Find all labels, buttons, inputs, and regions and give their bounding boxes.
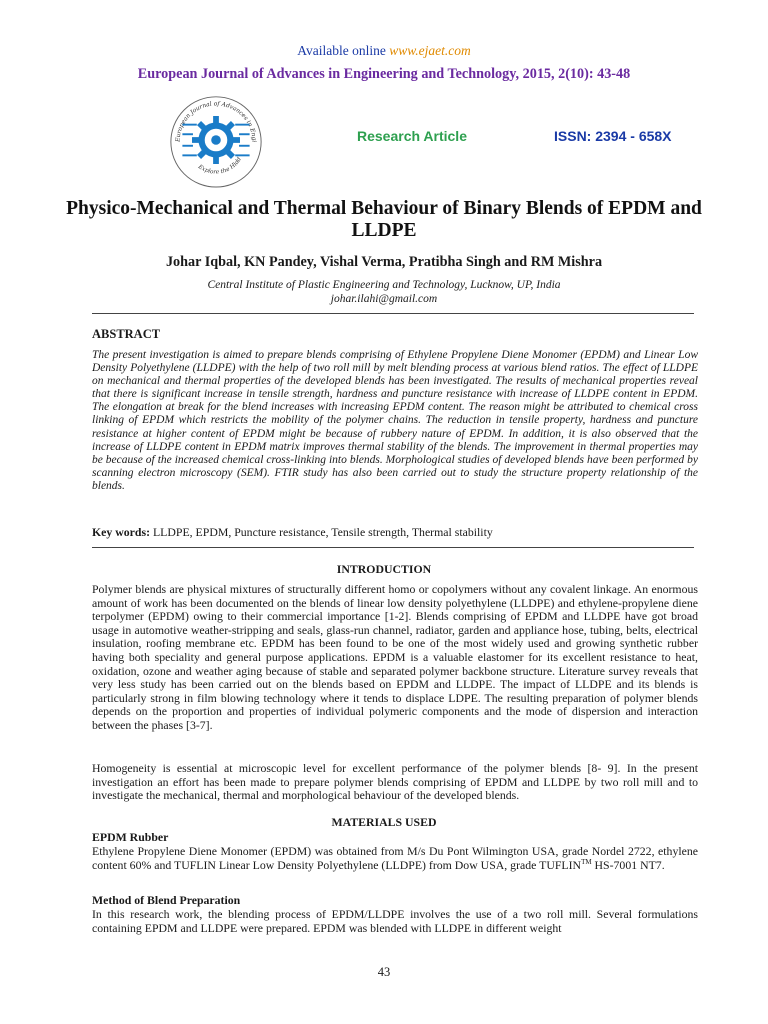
logo-arc-text: European Journal of Advances in Engi xyxy=(174,100,258,143)
introduction-paragraph-1: Polymer blends are physical mixtures of structurally different homo or copolymers without any covalent linkage. An enormous amount of work has been documented on the blends of linear low density polyethylene (LLDPE) and ethylene-propylene diene terpolymer (EPDM) owing to their commercial importance [1-2]. Blends comprising of EPDM and LLDPE have got broad usage in automotive weather-stripping and seals, glass-run channel, radiator, garden and appliance hose, tubing, belts, electrical insulation, roofing membrane etc. EPDM has been found to be one of the most widely used and growing synthetic rubber having both speciality and general purpose applications. EPDM is a valuable elastomer for its excellent resistance to heat, oxidation, ozone and weather aging because of stable and separated polymer backbone structure. Literature survey reveals that very less study has been carried out on the blends based on EPDM and LLDPE. The impact of LLDPE and its blends is particularly strong in film blowing technology where it tends to displace LDPE. The resulting preparation of polymer blends depends on the proportion and properties of individual polymeric components and the mode of dispersion and interaction between the phases [3-7]. xyxy=(92,582,698,732)
logo-motto-text: Explore the Hidd xyxy=(196,156,243,176)
availability-line xyxy=(0,43,768,59)
divider-bottom xyxy=(92,547,694,548)
materials-heading: MATERIALS USED xyxy=(331,815,437,829)
trademark-mark: TM xyxy=(581,857,592,866)
available-prefix: Available online xyxy=(297,43,386,58)
abstract-heading: ABSTRACT xyxy=(92,327,161,341)
issn-label: ISSN: 2394 - 658X xyxy=(554,128,672,144)
affiliation: Central Institute of Plastic Engineering and Technology, Lucknow, UP, India xyxy=(207,279,561,291)
affiliation-block xyxy=(0,278,768,306)
keywords-text: LLDPE, EPDM, Puncture resistance, Tensile strength, Thermal stability xyxy=(152,525,493,539)
divider-top xyxy=(92,313,694,314)
svg-text:European Journal of Advances i xyxy=(168,92,257,143)
page-number: 43 xyxy=(377,965,391,979)
method-heading: Method of Blend Preparation xyxy=(92,893,241,907)
paper-title: Physico-Mechanical and Thermal Behaviour of Binary Blends of EPDM and LLDPE xyxy=(66,198,702,241)
article-type-label: Research Article xyxy=(357,128,467,144)
author-list: Johar Iqbal, KN Pandey, Vishal Verma, Pratibha Singh and RM Mishra xyxy=(165,254,603,270)
keywords-label: Key words: xyxy=(92,525,150,539)
introduction-paragraph-2: Homogeneity is essential at microscopic level for excellent performance of the polymer blends [8- 9]. In the present investigation an effort has been made to prepare polymer blends comprising of EPDM and LLDPE by two roll mill and to investigate the mechanical, thermal and morphological behaviour of the developed blends. xyxy=(92,761,698,803)
tuflin-grade: HS-7001 NT7. xyxy=(591,857,665,872)
tuflin-brand: TUFLIN xyxy=(539,857,582,872)
journal-citation: European Journal of Advances in Engineering and Technology, 2015, 2(10): 43-48 xyxy=(137,66,631,82)
method-paragraph: In this research work, the blending process of EPDM/LLDPE involves the use of a two roll mill. Several formulations containing EPDM and LLDPE were prepared. EPDM was blended with LLDPE in different weight xyxy=(92,907,698,935)
introduction-heading: INTRODUCTION xyxy=(336,562,432,576)
epdm-rubber-paragraph xyxy=(92,845,698,872)
keywords-line xyxy=(92,525,493,540)
journal-website-link[interactable]: www.ejaet.com xyxy=(389,43,471,58)
journal-logo xyxy=(168,92,264,188)
abstract-text: The present investigation is aimed to prepare blends comprising of Ethylene Propylene Diene Monomer (EPDM) and Linear Low Density Polyethylene (LLDPE) with the help of two roll mill by melt blending process at various blend ratios. The effect of LLDPE on mechanical and thermal properties of the developed blends has been investigated. The results of mechanical properties reveal that there is significant increase in tensile strength, hardness and puncture resistance with increase of LLDPE content in EPDM. The elongation at break for the blend increases with increasing EPDM content. The reason might be attributed to chemical cross linking of EPDM which restricts the mobility of the polymer chains. The reduction in tensile property, hardness and puncture resistance at higher content of EPDM might be because of rubbery nature of EPDM. In addition, it is also observed that the increase of LLDPE content in EPDM matrix improves thermal stability of the blends. The improvement in thermal properties may be because of the increased chemical cross-linking into blends. Morphological studies of developed blends have been performed by scanning electron microscopy (SEM). FTIR study has also been carried out to study the structure property relationship of the blends. xyxy=(92,349,698,492)
epdm-rubber-heading: EPDM Rubber xyxy=(92,830,169,844)
epdm-rubber-text: Ethylene Propylene Diene Monomer (EPDM) was obtained from M/s Du Pont Wilmington USA, grade Nordel 2722, ethylene content 60% and TUFLIN Linear Low Density Polyethylene (LLDPE) from Dow USA, grade xyxy=(92,844,698,872)
author-email[interactable]: johar.ilahi@gmail.com xyxy=(330,293,438,305)
